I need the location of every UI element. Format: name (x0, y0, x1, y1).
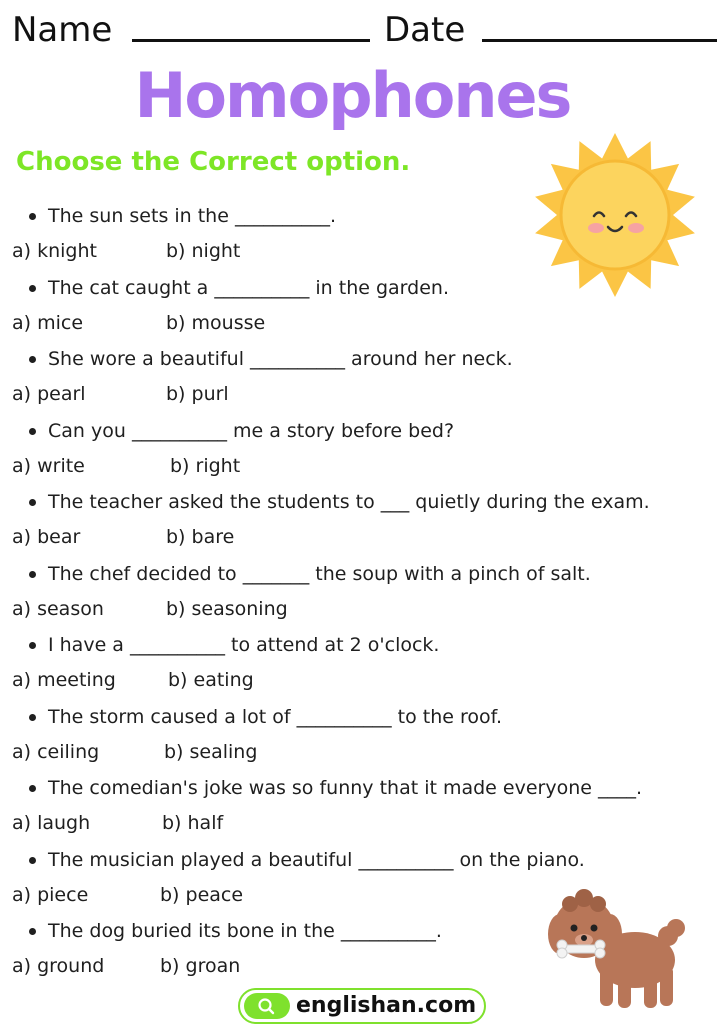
question-sentence: The teacher asked the students to ___ quietly during the exam. (48, 484, 650, 520)
option-b[interactable]: b) mousse (166, 311, 266, 334)
option-a[interactable]: a) knight (12, 240, 97, 262)
question-sentence: The dog buried its bone in the __________. (48, 913, 442, 949)
option-b[interactable]: b) right (170, 454, 241, 477)
question-item (0, 413, 724, 485)
instruction-text: Choose the Correct option. (16, 147, 411, 177)
date-label: Date (384, 10, 466, 50)
option-a[interactable]: a) pearl (12, 383, 86, 405)
question-sentence: Can you __________ me a story before bed? (48, 413, 454, 449)
option-a[interactable]: a) meeting (12, 669, 116, 691)
option-b[interactable]: b) groan (160, 955, 241, 977)
question-sentence: I have a __________ to attend at 2 o'clock. (48, 627, 439, 663)
question-sentence: The storm caused a lot of __________ to the roof. (48, 699, 502, 735)
website-url[interactable]: englishan.com (296, 993, 477, 1018)
name-date-header (12, 8, 717, 56)
option-b[interactable]: b) peace (160, 883, 244, 906)
option-b[interactable]: b) night (166, 240, 241, 262)
search-icon (244, 993, 290, 1019)
name-line[interactable] (132, 39, 370, 42)
option-a[interactable]: a) bear (12, 526, 81, 548)
option-b[interactable]: b) seasoning (166, 597, 288, 620)
option-b[interactable]: b) sealing (164, 740, 258, 763)
question-item (0, 699, 724, 771)
option-a[interactable]: a) season (12, 597, 104, 620)
question-item (0, 341, 724, 413)
question-sentence: The musician played a beautiful __________ on the piano. (48, 842, 585, 878)
question-list (0, 198, 724, 985)
question-item (0, 198, 724, 270)
question-sentence: She wore a beautiful __________ around her neck. (48, 341, 513, 377)
dog-illustration (540, 888, 690, 1013)
option-b[interactable]: b) bare (166, 526, 235, 548)
option-a[interactable]: a) ground (12, 955, 105, 977)
website-link[interactable] (238, 988, 486, 1024)
name-label: Name (12, 10, 113, 50)
option-a[interactable]: a) write (12, 454, 85, 477)
question-item (0, 627, 724, 699)
option-a[interactable]: a) laugh (12, 812, 91, 834)
option-b[interactable]: b) eating (168, 669, 254, 691)
question-sentence: The comedian's joke was so funny that it made everyone ____. (48, 770, 642, 806)
date-line[interactable] (482, 39, 717, 42)
question-item (0, 770, 724, 842)
question-sentence: The chef decided to _______ the soup with a pinch of salt. (48, 556, 591, 592)
option-a[interactable]: a) ceiling (12, 740, 100, 763)
question-item (0, 484, 724, 556)
question-item (0, 556, 724, 628)
option-b[interactable]: b) purl (166, 383, 229, 405)
question-sentence: The cat caught a __________ in the garden. (48, 270, 449, 306)
option-a[interactable]: a) mice (12, 311, 84, 334)
question-sentence: The sun sets in the __________. (48, 198, 336, 234)
question-item (0, 270, 724, 342)
worksheet-title: Homophones (134, 59, 571, 132)
option-b[interactable]: b) half (162, 812, 224, 834)
option-a[interactable]: a) piece (12, 883, 89, 906)
